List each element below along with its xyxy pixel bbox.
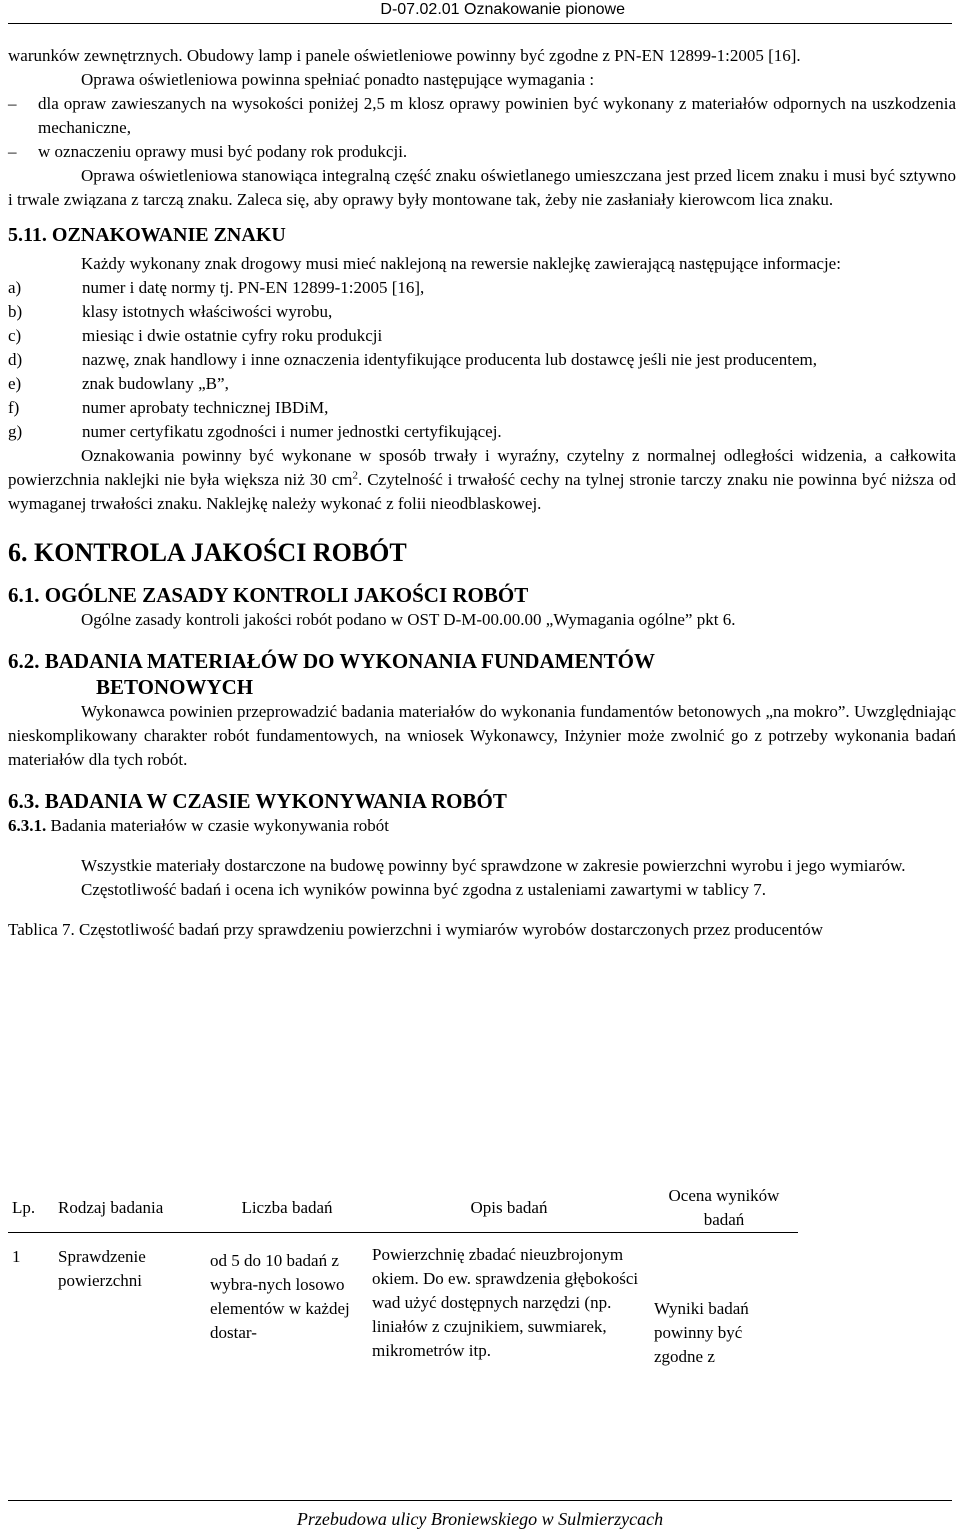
list-marker: e) (8, 374, 22, 393)
paragraph-continuation: warunków zewnętrznych. Obudowy lamp i panele oświetleniowe powinny być zgodne z PN-EN 12899-1:2005 [16]. (8, 46, 801, 65)
list-marker: a) (8, 278, 22, 297)
superscript: 2 (352, 469, 359, 482)
table-7 (8, 1184, 798, 1369)
paragraph-oprawa: Oprawa oświetleniowa stanowiąca integralną część znaku oświetlanego umieszczana jest przed licem znaku i musi być sztywno i trwale związana z tarczą znaku. Zaleca się, aby oprawy były montowane tak, żeby nie zasłaniały kierowcom lica znaku. (8, 166, 956, 209)
section-6-3-1-p2: Częstotliwość badań i ocena ich wyników powinna być zgodna z ustaleniami zawartymi w tablicy 7. (81, 880, 766, 899)
column-header-rodzaj: Rodzaj badania (54, 1184, 206, 1233)
cell-lp: 1 (12, 1247, 21, 1266)
list-item-text: numer certyfikatu zgodności i numer jednostki certyfikującej. (82, 422, 502, 441)
label-info-list (8, 276, 956, 444)
list-marker: b) (8, 302, 23, 321)
cell-rodzaj: Sprawdzenie powierzchni (58, 1247, 146, 1290)
list-item-text: numer aprobaty technicznej IBDiM, (82, 398, 329, 417)
section-5-11-closing (8, 444, 956, 516)
column-header-lp: Lp. (8, 1184, 54, 1233)
section-6-2-text: Wykonawca powinien przeprowadzić badania materiałów do wykonania fundamentów betonowych „na mokro”. Uwzględniając nieskomplikowany charakter robót fundamentowych, na wniosek Wykonawcy, Inżynier może zwolnić go z potrzeby wykonania badań materiałów dla tych robót. (8, 702, 956, 769)
table-caption (8, 918, 956, 942)
column-header-liczba: Liczba badań (206, 1184, 368, 1233)
list-marker: c) (8, 326, 22, 345)
list-marker: d) (8, 350, 23, 369)
list-item (8, 324, 956, 348)
list-marker: g) (8, 422, 23, 441)
page-header (0, 0, 960, 26)
section-6-3-1-title (8, 814, 956, 838)
header-title: D-07.02.01 Oznakowanie pionowe (380, 1, 625, 18)
section-6-3-1-title-text: Badania materiałów w czasie wykonywania robót (46, 816, 389, 835)
list-marker: f) (8, 398, 20, 417)
section-6-2-heading: 6.2. BADANIA MATERIAŁÓW DO WYKONANIA FUNDAMENTÓW (8, 649, 655, 673)
section-6-3-heading: 6.3. BADANIA W CZASIE WYKONYWANIA ROBÓT (8, 789, 507, 813)
dash-item-1: – dla opraw zawieszanych na wysokości poniżej 2,5 m klosz oprawy powinien być wykonany z materiałów odpornych na uszkodzenia mechaniczne, (8, 92, 956, 140)
column-header-ocena: Ocena wyników badań (650, 1184, 798, 1233)
table-caption-label: Tablica 7. (8, 920, 75, 939)
list-item (8, 420, 956, 444)
section-5-11-heading: 5.11. OZNAKOWANIE ZNAKU (8, 224, 286, 246)
table-header-row (8, 1184, 798, 1233)
page-footer (0, 1500, 960, 1530)
list-item (8, 348, 956, 372)
table-row (8, 1233, 798, 1370)
footer-rule (8, 1500, 952, 1501)
section-6-3-1-p1: Wszystkie materiały dostarczone na budowę powinny być sprawdzone w zakresie powierzchni wyrobu i jego wymiarów. (81, 856, 906, 875)
header-rule (8, 23, 952, 24)
section-6-2-heading-cont: BETONOWYCH (96, 675, 254, 699)
column-header-opis: Opis badań (368, 1184, 650, 1233)
closing-text-b: . Czytelność i trwałość cechy na tylnej stronie tarczy znaku nie powinna być niższa od wymaganej trwałości znaku. Naklejkę należy wykonać z folii nieodblaskowej. (8, 470, 956, 513)
list-item-text: numer i datę normy tj. PN-EN 12899-1:2005 [16], (82, 278, 425, 297)
section-6-1-text: Ogólne zasady kontroli jakości robót podano w OST D-M-00.00.00 „Wymagania ogólne” pkt 6. (81, 610, 736, 629)
list-item-text: nazwę, znak handlowy i inne oznaczenia identyfikujące producenta lub dostawcę jeśli nie jest producentem, (82, 350, 817, 369)
section-6-1-heading: 6.1. OGÓLNE ZASADY KONTROLI JAKOŚCI ROBÓT (8, 583, 529, 607)
list-item-text: klasy istotnych właściwości wyrobu, (82, 302, 333, 321)
section-6-heading: 6. KONTROLA JAKOŚCI ROBÓT (8, 538, 407, 567)
section-5-11-intro: Każdy wykonany znak drogowy musi mieć naklejoną na rewersie naklejkę zawierającą następujące informacje: (81, 254, 841, 273)
list-item (8, 372, 956, 396)
cell-ocena: Wyniki badań powinny być zgodne z (654, 1299, 749, 1366)
document-body (8, 44, 956, 942)
list-item-text: znak budowlany „B”, (82, 374, 229, 393)
cell-opis: Powierzchnię zbadać nieuzbrojonym okiem. Do ew. sprawdzenia głębokości wad użyć dostępnych narzędzi (np. liniałów z czujnikiem, suwmiarek, mikrometrów itp. (372, 1245, 639, 1360)
section-6-3-1-number: 6.3.1. (8, 816, 47, 835)
list-item (8, 396, 956, 420)
paragraph-requirements-intro: Oprawa oświetleniowa powinna spełniać ponadto następujące wymagania : (81, 70, 595, 89)
footer-text: Przebudowa ulicy Broniewskiego w Sulmierzycach (296, 1509, 664, 1529)
table-caption-text: Częstotliwość badań przy sprawdzeniu powierzchni i wymiarów wyrobów dostarczonych przez producentów (79, 920, 824, 939)
list-item-text: miesiąc i dwie ostatnie cyfry roku produkcji (82, 326, 383, 345)
cell-liczba: od 5 do 10 badań z wybra-nych losowo elementów w każdej dostar- (210, 1251, 350, 1342)
dash-item-2: – w oznaczeniu oprawy musi być podany rok produkcji. (8, 140, 956, 164)
closing-text-a: Oznakowania powinny być wykonane w sposób trwały i wyraźny, czytelny z normalnej odległości widzenia, a całkowita powierzchnia naklejki nie była większa niż 30 cm (8, 446, 956, 489)
list-item (8, 276, 956, 300)
list-item (8, 300, 956, 324)
